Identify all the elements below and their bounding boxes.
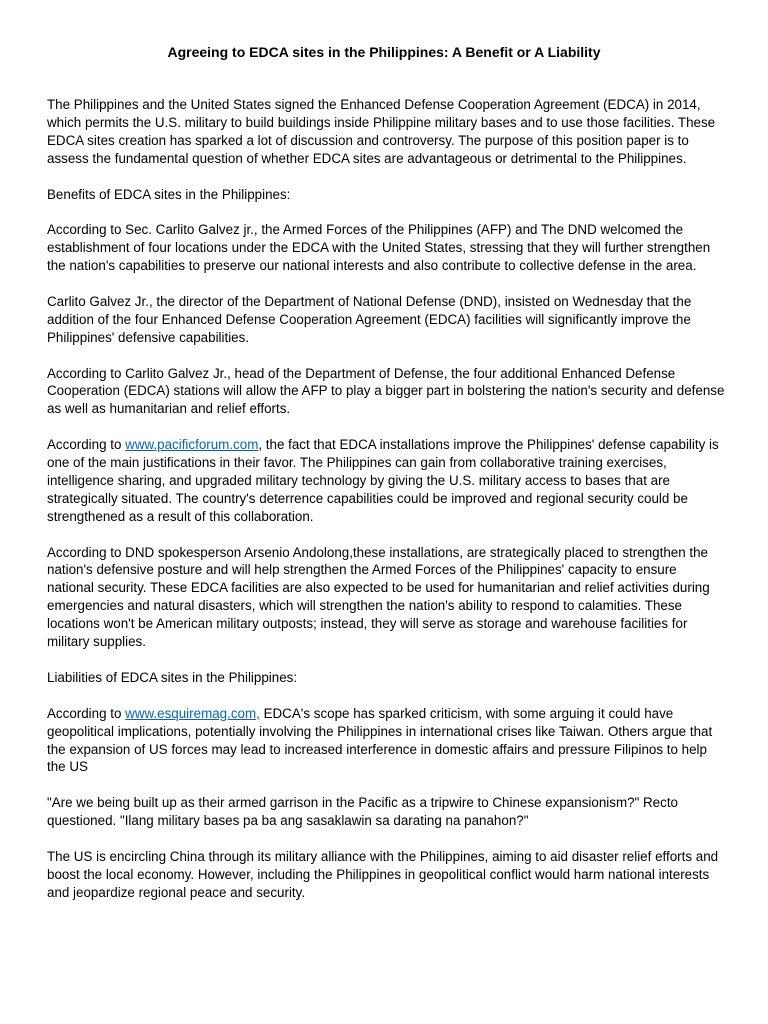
galvez-dnd-paragraph: Carlito Galvez Jr., the director of the Department of National Defense (DND), insisted on Wednesday that the addition of the four Enhanced Defense Cooperation Agreement (EDCA) facilities will significantly improve the Philippines' defensive capabilities. <box>47 293 692 345</box>
galvez-afp-paragraph: According to Sec. Carlito Galvez jr., the Armed Forces of the Philippines (AFP) and The DND welcomed the establishment of four locations under the EDCA with the United States, stressing that they will further strengthen the nation's capabilities to preserve our national interests and also contribute to collective defense in the area. <box>47 222 711 274</box>
pacificforum-lead-text: According to <box>47 437 126 453</box>
pacificforum-paragraph <box>47 436 727 526</box>
liabilities-heading: Liabilities of EDCA sites in the Philippines: <box>47 669 298 685</box>
document-title: Agreeing to EDCA sites in the Philippines: A Benefit or A Liability <box>167 44 601 60</box>
esquiremag-lead-text: According to <box>47 705 126 721</box>
esquiremag-link[interactable]: www.esquiremag.com, <box>125 705 260 721</box>
pacificforum-body-text: , the fact that EDCA installations improve the Philippines' defense capability is one of the main justifications in their favor. The Philippines can gain from collaborative training exercises, intelligence sharing, and upgraded military technology by giving the U.S. military access to bases that are strategically situated. The country's deterrence capabilities could be improved and regional security could be strengthened as a result of this collaboration. <box>47 437 719 524</box>
document-body <box>47 96 727 920</box>
esquiremag-body-text: EDCA's scope has sparked criticism, with some arguing it could have geopolitical implications, potentially involving the Philippines in international crises like Taiwan. Others argue that the expansion of US forces may lead to increased interference in domestic affairs and pressure Filipinos to help the US <box>47 705 713 775</box>
esquiremag-paragraph <box>47 705 727 777</box>
galvez-stations-paragraph: According to Carlito Galvez Jr., head of the Department of Defense, the four additional Enhanced Defense Cooperation (EDCA) stations will allow the AFP to play a bigger part in bolstering the nation's security and defense as well as humanitarian and relief efforts. <box>47 365 725 417</box>
recto-quote-paragraph: "Are we being built up as their armed garrison in the Pacific as a tripwire to Chinese expansionism?" Recto questioned. "Ilang military bases pa ba ang sasaklawin sa darating na panahon?" <box>47 795 678 829</box>
benefits-heading: Benefits of EDCA sites in the Philippines: <box>47 186 291 202</box>
andolong-paragraph: According to DND spokesperson Arsenio Andolong,these installations, are strategically placed to strengthen the nation's defensive posture and will help strengthen the Armed Forces of the Philippines' capacity to ensure national security. These EDCA facilities are also expected to be used for humanitarian and relief activities during emergencies and natural disasters, which will strengthen the nation's ability to respond to calamities. These locations won't be American military outposts; instead, they will serve as storage and warehouse facilities for military supplies. <box>47 544 710 650</box>
pacificforum-link[interactable]: www.pacificforum.com <box>125 437 259 453</box>
conclusion-paragraph: The US is encircling China through its military alliance with the Philippines, aiming to aid disaster relief efforts and boost the local economy. However, including the Philippines in geopolitical conflict would harm national interests and jeopardize regional peace and security. <box>47 848 719 900</box>
intro-paragraph: The Philippines and the United States signed the Enhanced Defense Cooperation Agreement (EDCA) in 2014, which permits the U.S. military to build buildings inside Philippine military bases and to use those facilities. These EDCA sites creation has sparked a lot of discussion and controversy. The purpose of this position paper is to assess the fundamental question of whether EDCA sites are advantageous or detrimental to the Philippines. <box>47 97 716 166</box>
